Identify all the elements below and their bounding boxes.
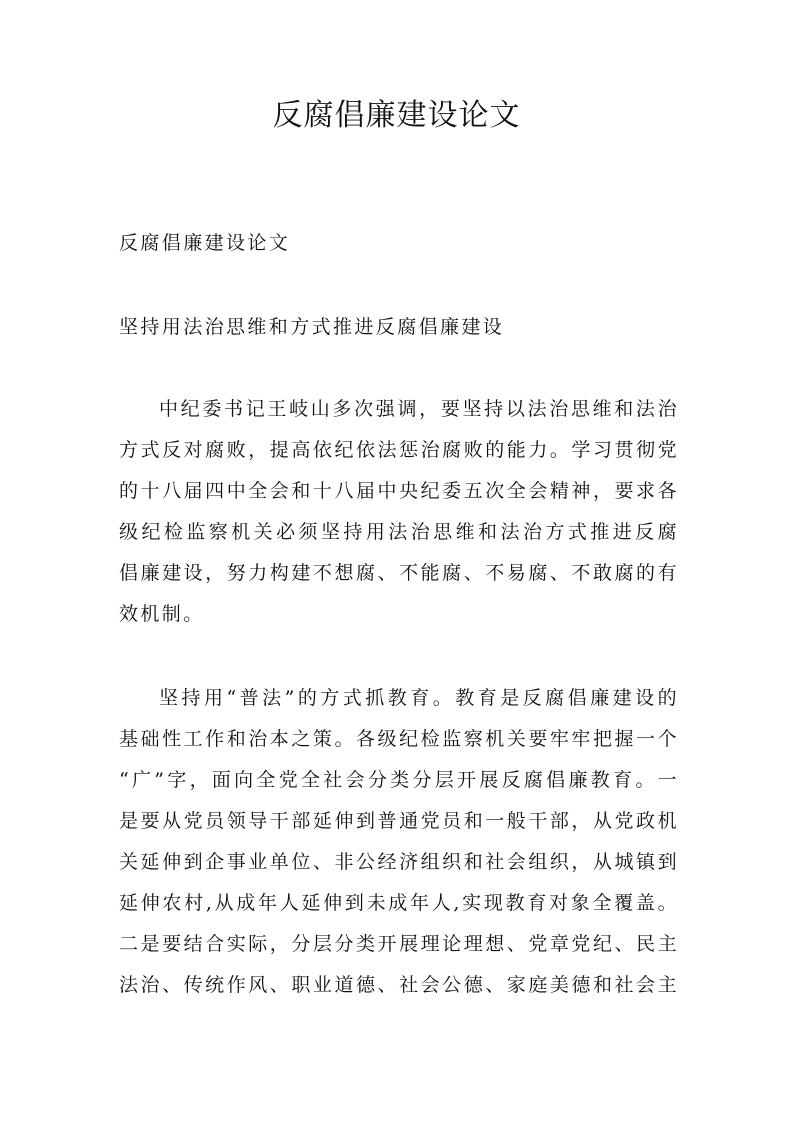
paragraph-2 xyxy=(119,685,679,1013)
paragraph-1-line: 效机制。 xyxy=(119,603,205,625)
paragraph-2-line: 延伸农村,从成年人延伸到未成年人,实现教育对象全覆盖。 xyxy=(119,892,679,914)
paragraph-2-line: 二是要结合实际，分层分类开展理论理想、党章党纪、民主 xyxy=(119,933,679,955)
paragraph-1-line: 的十八届四中全会和十八届中央纪委五次全会精神，要求各 xyxy=(119,480,679,502)
paragraph-1-line: 倡廉建设，努力构建不想腐、不能腐、不易腐、不敢腐的有 xyxy=(119,562,679,584)
paragraph-2-line: 是要从党员领导干部延伸到普通党员和一般干部，从党政机 xyxy=(119,810,679,832)
paragraph-1-line: 级纪检监察机关必须坚持用法治思维和法治方式推进反腐 xyxy=(119,521,679,543)
paragraph-2-line: 关延伸到企事业单位、非公经济组织和社会组织，从城镇到 xyxy=(119,851,679,873)
document-title: 反腐倡廉建设论文 xyxy=(272,98,521,133)
paragraph-2-line: 基础性工作和治本之策。各级纪检监察机关要牢牢把握一个 xyxy=(119,728,679,750)
document-subtitle: 反腐倡廉建设论文 xyxy=(119,232,291,254)
paragraph-2-line: 法治、传统作风、职业道德、社会公德、家庭美德和社会主 xyxy=(119,974,679,996)
paragraph-2-line: 坚持用“普法”的方式抓教育。教育是反腐倡廉建设的 xyxy=(159,687,679,709)
section-heading: 坚持用法治思维和方式推进反腐倡廉建设 xyxy=(119,316,505,338)
paragraph-1 xyxy=(119,396,679,642)
paragraph-2-line: “广”字，面向全党全社会分类分层开展反腐倡廉教育。一 xyxy=(119,769,679,791)
paragraph-1-line: 中纪委书记王岐山多次强调，要坚持以法治思维和法治 xyxy=(159,398,679,420)
paragraph-1-line: 方式反对腐败，提高依纪依法惩治腐败的能力。学习贯彻党 xyxy=(119,439,679,461)
